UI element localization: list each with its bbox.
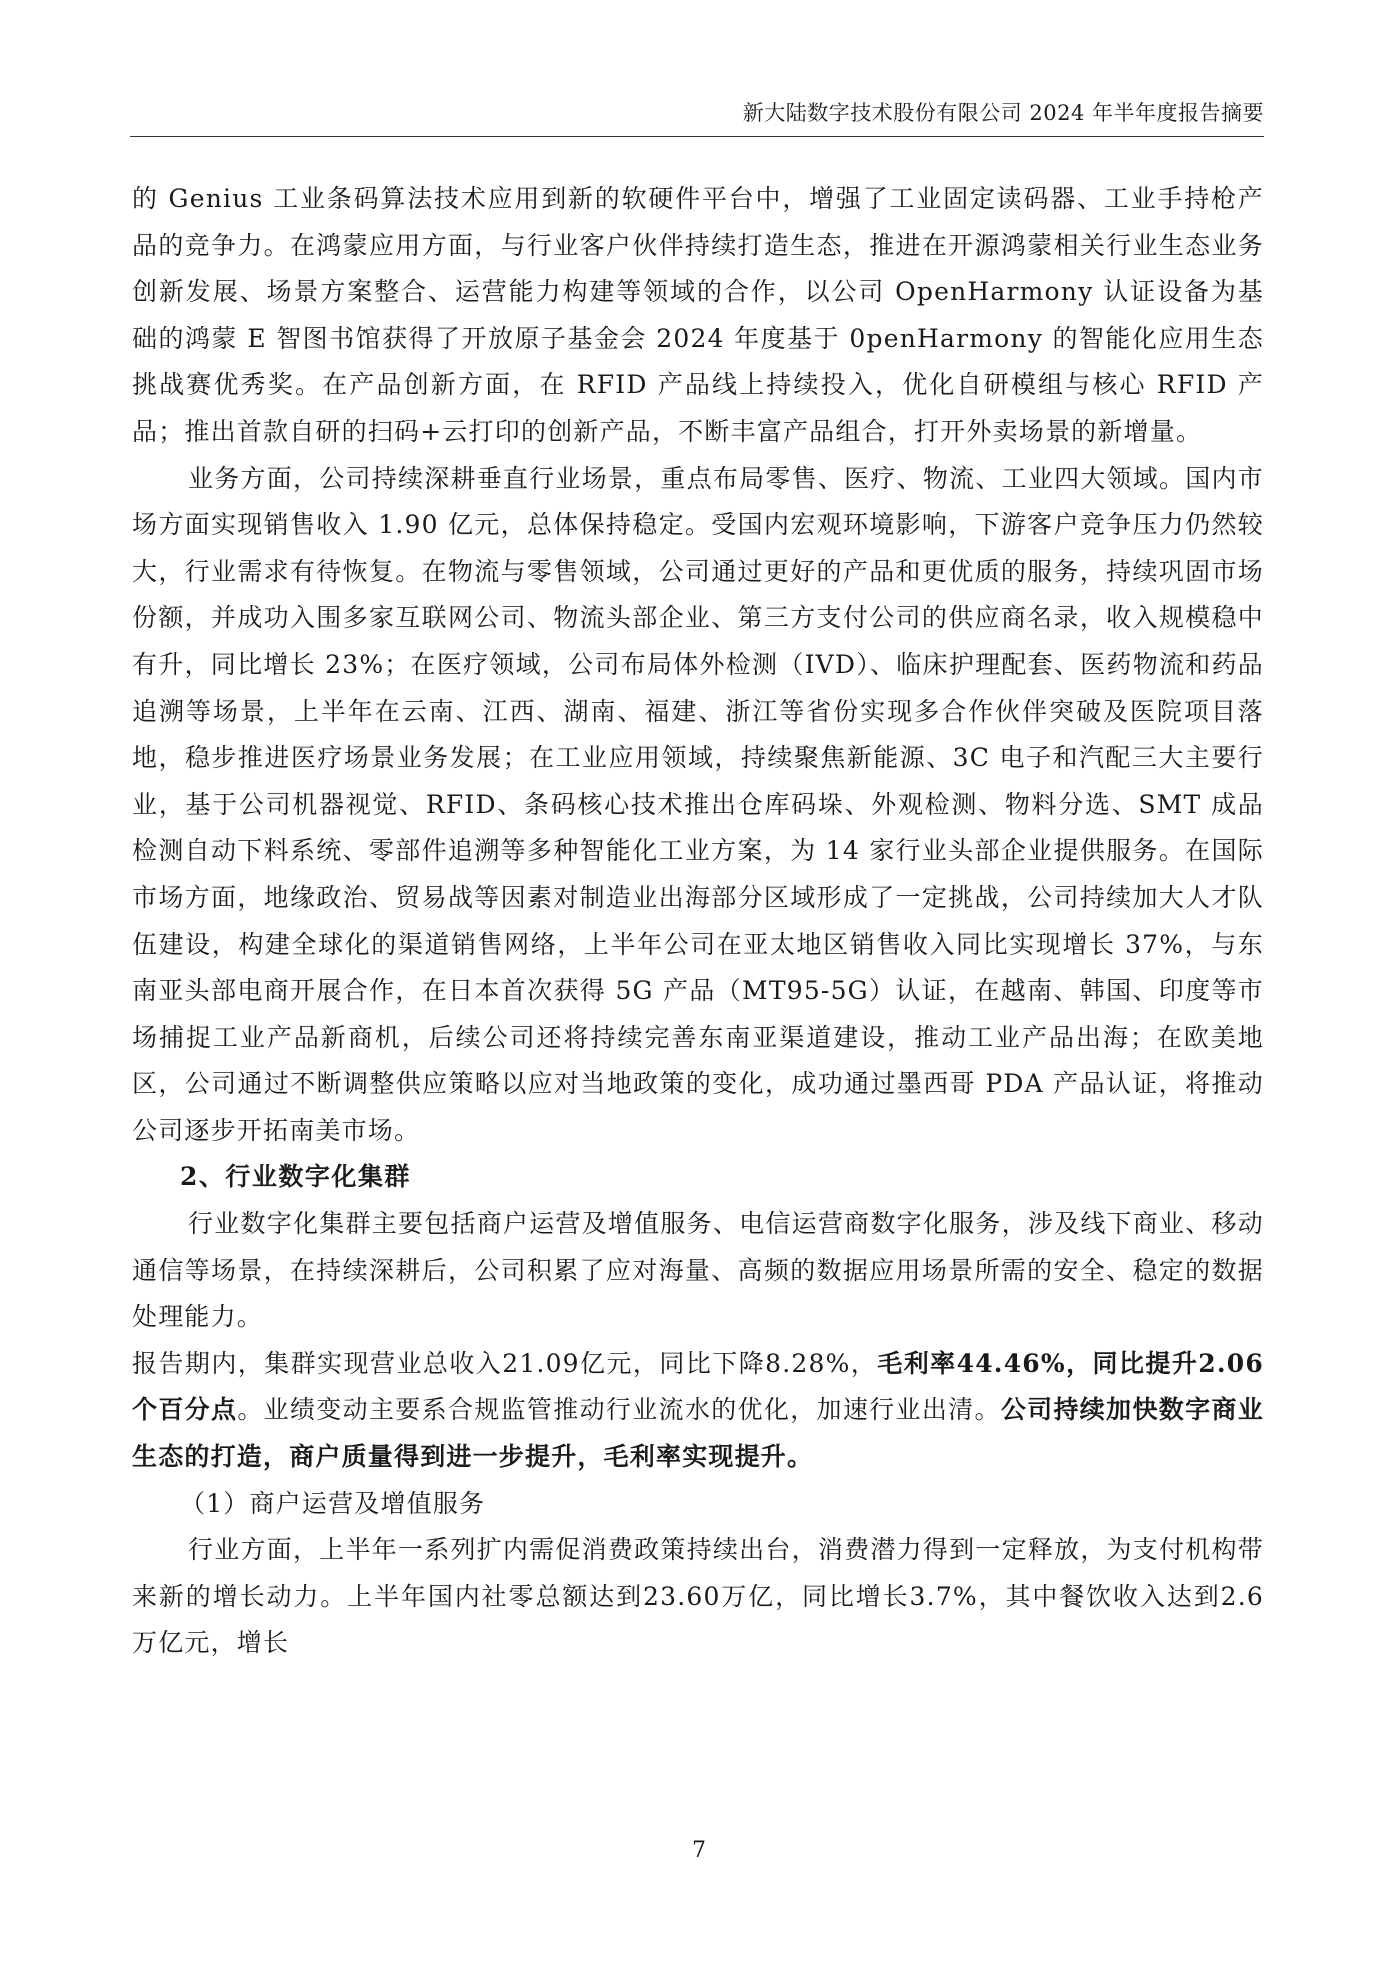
subsection-heading: （1）商户运营及增值服务 (180, 1488, 486, 1518)
document-body (132, 176, 1264, 1667)
paragraph-cluster-intro: 行业数字化集群主要包括商户运营及增值服务、电信运营商数字化服务，涉及线下商业、移动通信等场景，在持续深耕后，公司积累了应对海量、高频的数据应用场景所需的安全、稳定的数据处理能力。 (132, 1209, 1264, 1332)
results-text: 报告期内，集群实现营业总收入21.09亿元，同比下降8.28%， (132, 1348, 878, 1378)
paragraph-business-overview: 业务方面，公司持续深耕垂直行业场景，重点布局零售、医疗、物流、工业四大领域。国内市场方面实现销售收入 1.90 亿元，总体保持稳定。受国内宏观环境影响，下游客户竞争压力仍然较大，行业需求有待恢复。在物流与零售领域，公司通过更好的产品和更优质的服务，持续巩固市场份额，并成功入围多家互联网公司、物流头部企业、第三方支付公司的供应商名录，收入规模稳中有升，同比增长 23%；在医疗领域，公司布局体外检测（IVD）、临床护理配套、医药物流和药品追溯等场景，上半年在云南、江西、湖南、福建、浙江等省份实现多合作伙伴突破及医院项目落地，稳步推进医疗场景业务发展；在工业应用领域，持续聚焦新能源、3C 电子和汽配三大主要行业，基于公司机器视觉、RFID、条码核心技术推出仓库码垛、外观检测、物料分选、SMT 成品检测自动下料系统、零部件追溯等多种智能化工业方案，为 14 家行业头部企业提供服务。在国际市场方面，地缘政治、贸易战等因素对制造业出海部分区域形成了一定挑战，公司持续加大人才队伍建设，构建全球化的渠道销售网络，上半年公司在亚太地区销售收入同比实现增长 37%，与东南亚头部电商开展合作，在日本首次获得 5G 产品（MT95-5G）认证，在越南、韩国、印度等市场捕捉工业产品新商机，后续公司还将持续完善东南亚渠道建设，推动工业产品出海；在欧美地区，公司通过不断调整供应策略以应对当地政策的变化，成功通过墨西哥 PDA 产品认证，将推动公司逐步开拓南美市场。 (132, 463, 1264, 1145)
section-heading: 2、行业数字化集群 (180, 1162, 411, 1192)
page-header (130, 96, 1264, 137)
paragraph-product-innovation: 的 Genius 工业条码算法技术应用到新的软硬件平台中，增强了工业固定读码器、工业手持枪产品的竞争力。在鸿蒙应用方面，与行业客户伙伴持续打造生态，推进在开源鸿蒙相关行业生态业务创新发展、场景方案整合、运营能力构建等领域的合作，以公司 OpenHarmony 认证设备为基础的鸿蒙 E 智图书馆获得了开放原子基金会 2024 年度基于 0penHarmony 的智能化应用生态挑战赛优秀奖。在产品创新方面，在 RFID 产品线上持续投入，优化自研模组与核心 RFID 产品；推出首款自研的扫码+云打印的创新产品，不断丰富产品组合，打开外卖场景的新增量。 (132, 184, 1264, 446)
paragraph-industry-outlook: 行业方面，上半年一系列扩内需促消费政策持续出台，消费潜力得到一定释放，为支付机构带来新的增长动力。上半年国内社零总额达到23.60万亿，同比增长3.7%，其中餐饮收入达到2.6万亿元，增长 (132, 1535, 1264, 1658)
results-explanation: 。业绩变动主要系合规监管推动行业流水的优化，加速行业出清。 (237, 1395, 1001, 1425)
ecosystem-highlight: 公司持续加快数字商业生态的打造，商户质量得到进一步提升，毛利率实现提升。 (132, 1395, 1264, 1472)
gross-margin-highlight: 毛利率44.46%，同比提升2.06个百分点 (132, 1348, 1264, 1425)
page-number: 7 (692, 1838, 706, 1863)
header-title: 新大陆数字技术股份有限公司 2024 年半年度报告摘要 (742, 101, 1264, 125)
paragraph-cluster-results (132, 1341, 1264, 1481)
